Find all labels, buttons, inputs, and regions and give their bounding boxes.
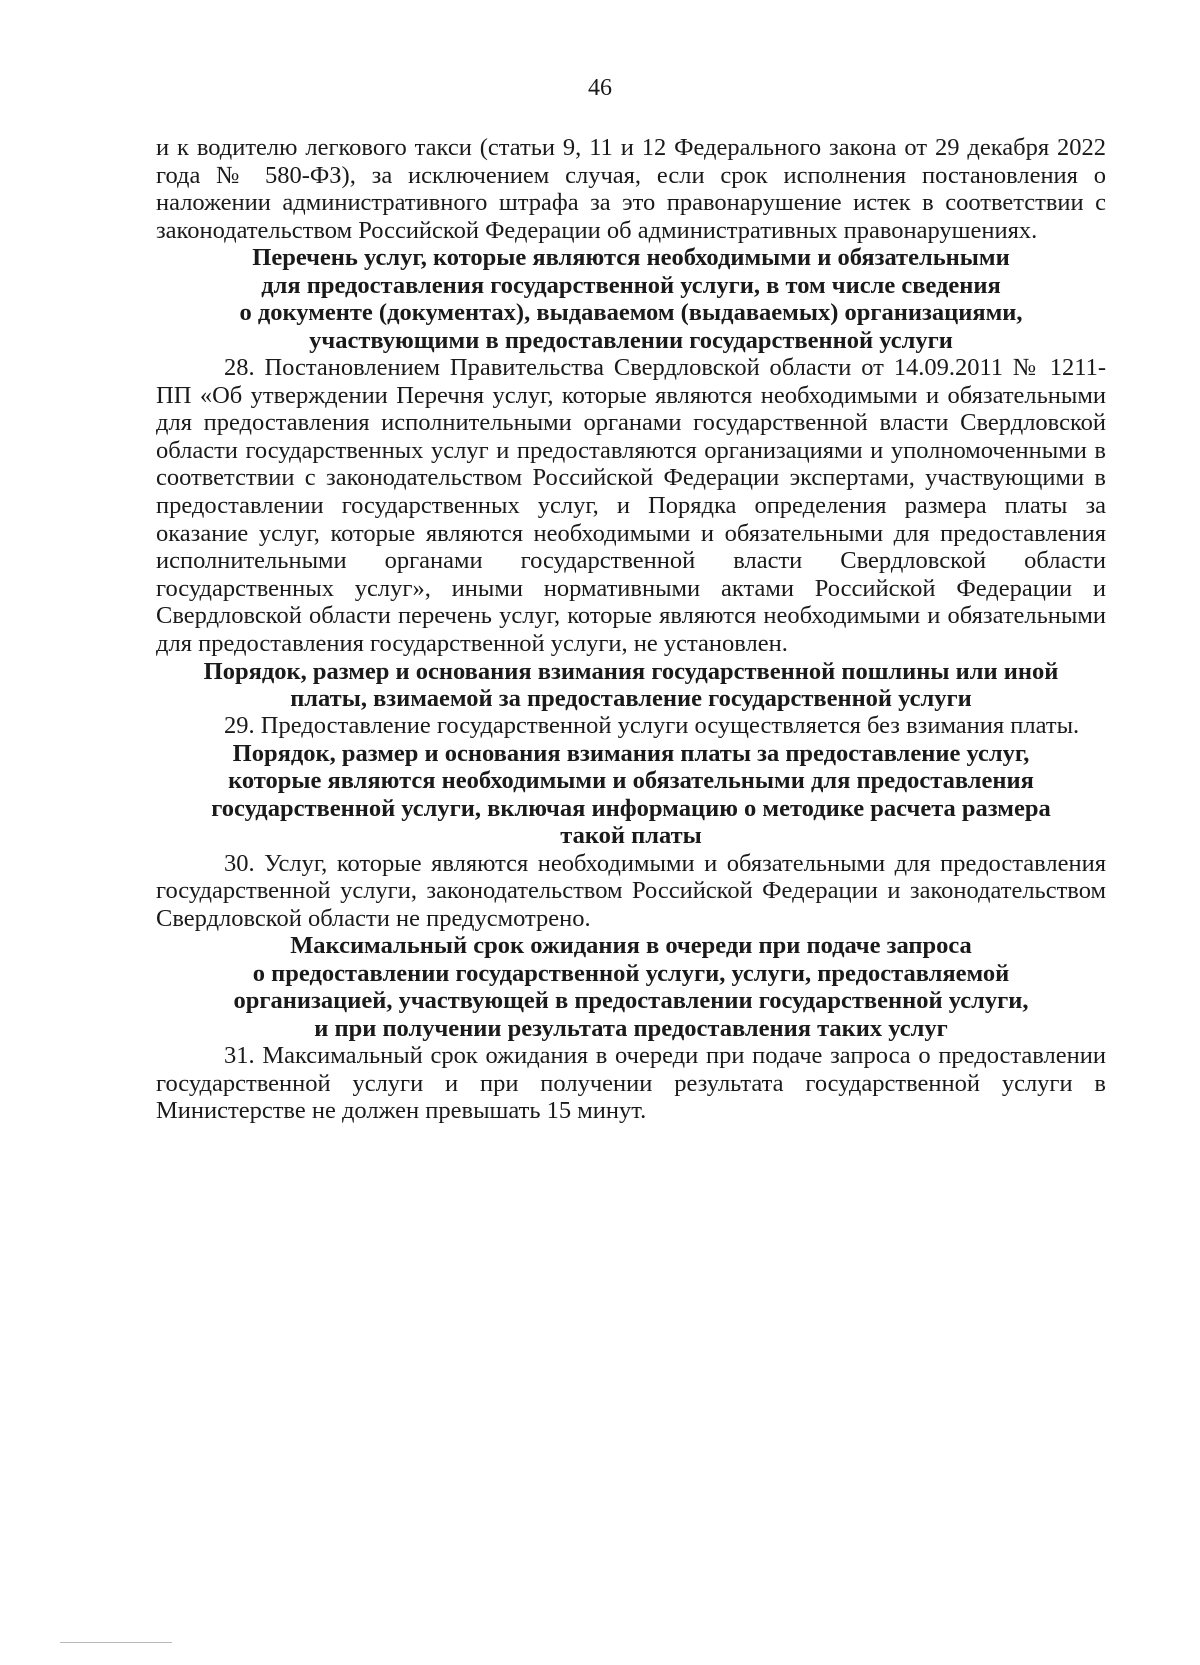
heading-line: Порядок, размер и основания взимания платы за предоставление услуг,: [232, 739, 1030, 767]
heading-line: участвующими в предоставлении государственной услуги: [309, 326, 953, 354]
heading-line: Перечень услуг, которые являются необходимыми и обязательными: [252, 244, 1010, 272]
heading-state-fee: [156, 658, 1106, 713]
paragraph-28: 28. Постановлением Правительства Свердловской области от 14.09.2011 № 1211-ПП «Об утверждении Перечня услуг, которые являются необходимыми и обязательными для предоставления исполнительными органами государственной власти Свердловской области государственных услуг и предоставляются организациями и уполномоченными в соответствии с законодательством Российской Федерации экспертами, участвующими в предоставлении государственных услуг, и Порядка определения размера платы за оказание услуг, которые являются необходимыми и обязательными для предоставления исполнительными органами государственной власти Свердловской области государственных услуг», иными нормативными актами Российской Федерации и Свердловской области перечень услуг, которые являются необходимыми и обязательными для предоставления государственной услуги, не установлен.: [156, 354, 1106, 657]
paragraph-31: 31. Максимальный срок ожидания в очереди при подаче запроса о предоставлении государственной услуги и при получении результата государственной услуги в Министерстве не должен превышать 15 минут.: [156, 1041, 1106, 1125]
heading-service-fee: [156, 740, 1106, 850]
heading-line: такой платы: [560, 822, 702, 850]
heading-line: для предоставления государственной услуги, в том числе сведения: [261, 271, 1001, 299]
paragraph-29: 29. Предоставление государственной услуги осуществляется без взимания платы.: [224, 712, 1080, 740]
heading-line: платы, взимаемой за предоставление государственной услуги: [290, 684, 972, 712]
document-body: [156, 134, 1106, 1125]
heading-line: которые являются необходимыми и обязательными для предоставления: [228, 767, 1034, 795]
paragraph-intro: и к водителю легкового такси (статьи 9, 11 и 12 Федерального закона от 29 декабря 2022 года № 580-ФЗ), за исключением случая, если срок исполнения постановления о наложении административного штрафа за это правонарушение истек в соответствии с законодательством Российской Федерации об административных правонарушениях.: [156, 134, 1106, 244]
heading-line: о документе (документах), выдаваемом (выдаваемых) организациями,: [239, 299, 1023, 327]
heading-line: государственной услуги, включая информацию о методике расчета размера: [211, 794, 1051, 822]
paragraph-30: 30. Услуг, которые являются необходимыми и обязательными для предоставления государственной услуги, законодательством Российской Федерации и законодательством Свердловской области не предусмотрено.: [156, 849, 1106, 932]
heading-line: Порядок, размер и основания взимания государственной пошлины или иной: [203, 657, 1059, 685]
heading-line: о предоставлении государственной услуги, услуги, предоставляемой: [252, 959, 1010, 987]
heading-line: Максимальный срок ожидания в очереди при подаче запроса: [290, 932, 972, 960]
heading-services-list: [156, 244, 1106, 354]
heading-queue-time: [156, 932, 1106, 1042]
heading-line: организацией, участвующей в предоставлении государственной услуги,: [233, 987, 1029, 1015]
footer-rule: [60, 1642, 172, 1643]
heading-line: и при получении результата предоставления таких услуг: [314, 1014, 948, 1042]
page-number: 46: [588, 75, 612, 101]
